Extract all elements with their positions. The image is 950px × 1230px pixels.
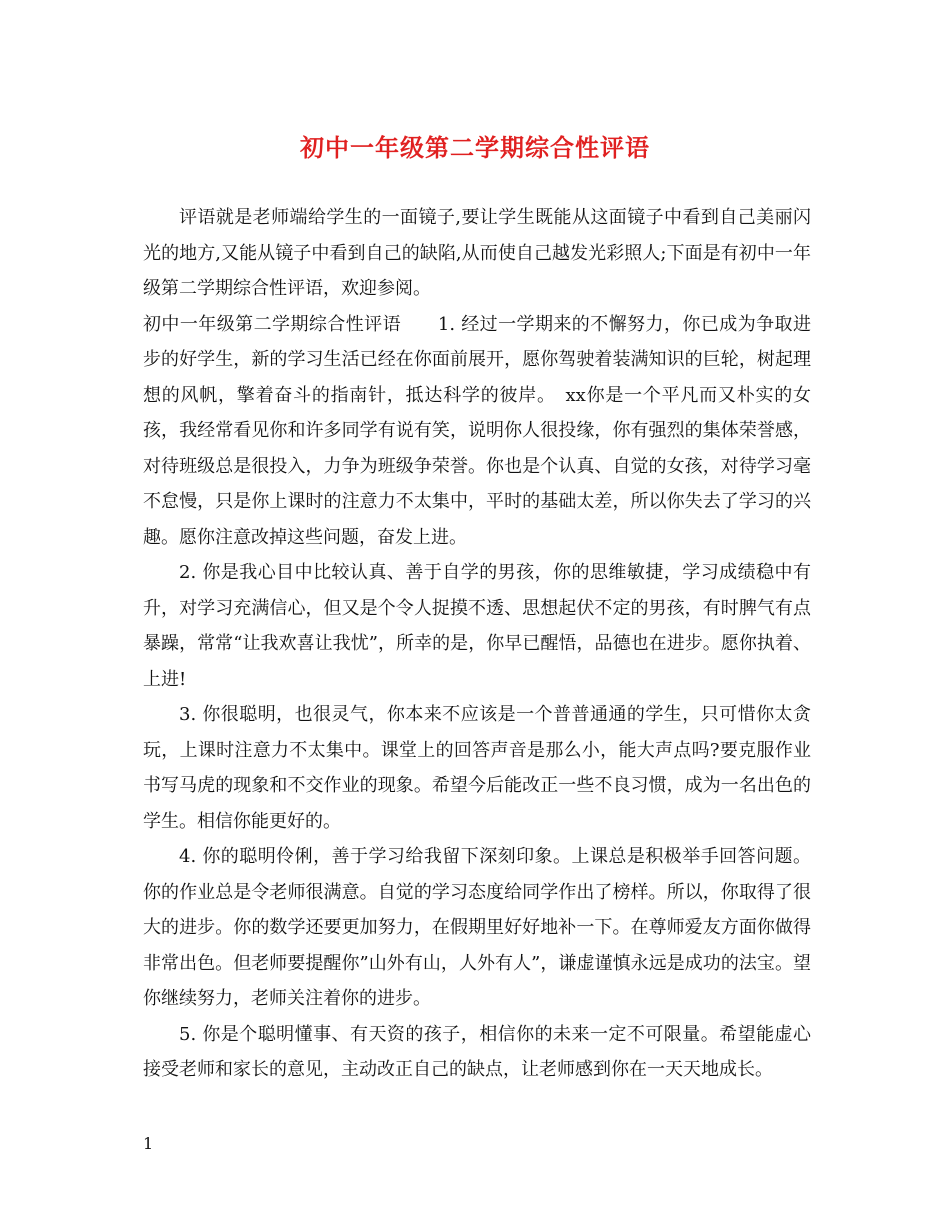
comment-paragraph-4: 4. 你的聪明伶俐，善于学习给我留下深刻印象。上课总是积极举手回答问题。你的作业总是令老师很满意。自觉的学习态度给同学作出了榜样。所以，你取得了很大的进步。你的数学还要更加努力，在假期里好好地补一下。在尊师爱友方面你做得非常出色。但老师要提醒你”山外有山，人外有人”，谦虚谨慎永远是成功的法宝。望你继续努力，老师关注着你的进步。 <box>143 846 811 1009</box>
comment-paragraph-1: 初中一年级第二学期综合性评语 1. 经过一学期来的不懈努力，你已成为争取进步的好学生，新的学习生活已经在你面前展开，愿你驾驶着装满知识的巨轮，树起理想的风帆，擎着奋斗的指南针，抵达科学的彼岸。 xx你是一个平凡而又朴实的女孩，我经常看见你和许多同学有说有笑，说明你人很投缘，你有强烈的集体荣誉感，对待班级总是很投入，力争为班级争荣誉。你也是个认真、自觉的女孩，对待学习毫不怠慢，只是你上课时的注意力不太集中，平时的基础太差，所以你失去了学习的兴趣。愿你注意改掉这些问题，奋发上进。 <box>143 313 811 548</box>
comment-paragraph-2: 2. 你是我心目中比较认真、善于自学的男孩，你的思维敏捷，学习成绩稳中有升，对学习充满信心，但又是个令人捉摸不透、思想起伏不定的男孩，有时脾气有点暴躁，常常“让我欢喜让我忧”，所幸的是，你早已醒悟，品德也在进步。愿你执着、上进! <box>143 562 811 690</box>
document-body <box>143 200 811 1088</box>
document-title: 初中一年级第二学期综合性评语 <box>300 133 650 162</box>
comment-paragraph-5: 5. 你是个聪明懂事、有天资的孩子，相信你的未来一定不可限量。希望能虚心接受老师和家长的意见，主动改正自己的缺点，让老师感到你在一天天地成长。 <box>143 1023 811 1080</box>
intro-paragraph: 评语就是老师端给学生的一面镜子,要让学生既能从这面镜子中看到自己美丽闪光的地方,又能从镜子中看到自己的缺陷,从而使自己越发光彩照人;下面是有初中一年级第二学期综合性评语，欢迎参阅。 <box>143 207 811 299</box>
page-number: 1 <box>143 1134 154 1153</box>
comment-paragraph-3: 3. 你很聪明，也很灵气，你本来不应该是一个普普通通的学生，只可惜你太贪玩，上课时注意力不太集中。课堂上的回答声音是那么小，能大声点吗?要克服作业书写马虎的现象和不交作业的现象。希望今后能改正一些不良习惯，成为一名出色的学生。相信你能更好的。 <box>143 704 811 832</box>
